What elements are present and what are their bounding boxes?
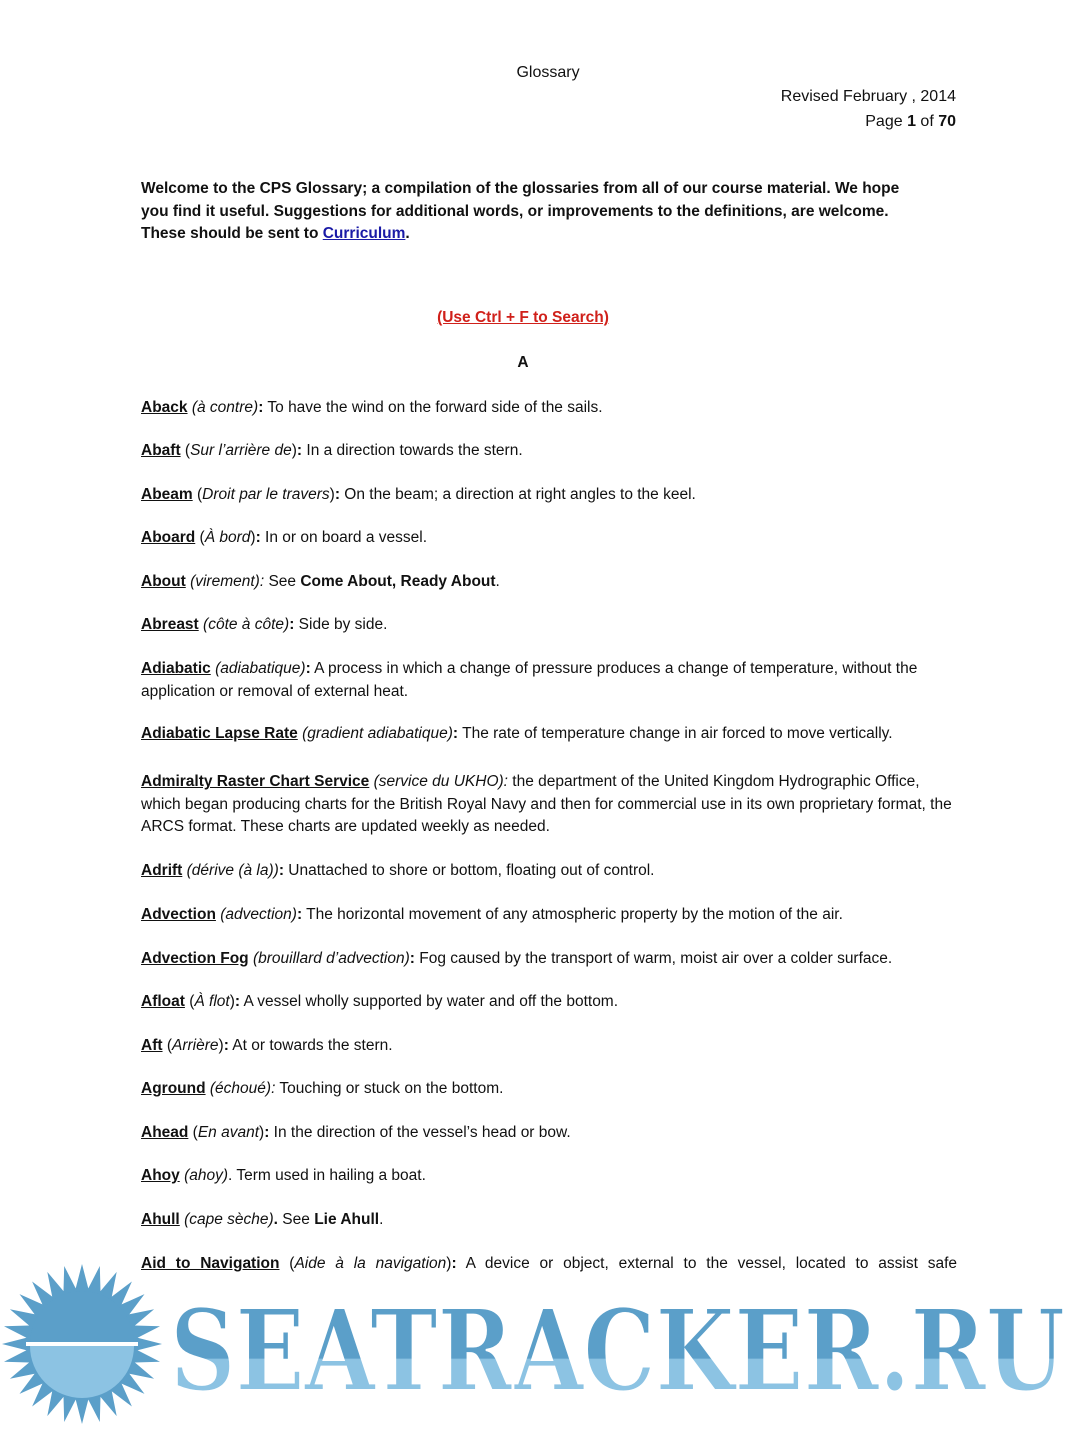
entry-term: Advection Fog — [141, 950, 249, 967]
entry-definition: . Term used in hailing a boat. — [228, 1167, 426, 1184]
glossary-entry — [141, 1209, 957, 1232]
entry-separator: : — [452, 725, 459, 742]
entry-paren: ) — [329, 486, 335, 503]
entry-paren: ) — [229, 993, 235, 1010]
entry-french: (brouillard d’advection) — [252, 950, 410, 967]
entry-french: (advection) — [220, 906, 297, 923]
entry-definition: Fog caused by the transport of warm, moist air over a colder surface. — [414, 950, 893, 967]
entry-french: Aide à la navigation — [294, 1255, 447, 1272]
entry-term: About — [141, 573, 186, 590]
entry-term: Aground — [141, 1080, 206, 1097]
entry-paren: ) — [250, 529, 256, 546]
entry-term: Afloat — [141, 993, 185, 1010]
page-prefix: Page — [865, 113, 908, 130]
search-hint: (Use Ctrl + F to Search) — [437, 309, 609, 326]
entry-separator: : — [264, 1124, 270, 1141]
entry-term: Aft — [141, 1037, 163, 1054]
entry-separator: : — [255, 529, 261, 546]
entry-term: Ahead — [141, 1124, 189, 1141]
entry-crossref: Come About, Ready About — [300, 573, 496, 590]
entry-separator: : — [296, 906, 303, 923]
entry-term: Aid to Navigation — [141, 1255, 280, 1272]
entry-definition: A vessel wholly supported by water and off the bottom. — [240, 993, 619, 1010]
entry-paren: ( — [180, 442, 191, 459]
glossary-entry — [141, 771, 957, 839]
glossary-entry — [141, 1078, 957, 1101]
entry-separator: : — [289, 616, 295, 633]
entry-term: Ahoy — [141, 1167, 180, 1184]
entry-separator: : — [296, 442, 303, 459]
entry-term: Aboard — [141, 529, 196, 546]
entry-definition: See — [277, 1211, 315, 1228]
entry-french: À bord — [204, 529, 251, 546]
entry-term: Aback — [141, 399, 188, 416]
entry-french: Arrière — [172, 1037, 219, 1054]
entry-definition: Side by side. — [294, 616, 388, 633]
entry-french: (dérive (à la)) — [186, 862, 279, 879]
entry-paren: ( — [188, 1124, 198, 1141]
entry-definition: In the direction of the vessel’s head or bow. — [269, 1124, 571, 1141]
entry-definition: The horizontal movement of any atmospheric property by the motion of the air. — [302, 906, 843, 923]
glossary-entry — [141, 527, 957, 550]
glossary-entry — [141, 1035, 957, 1058]
entry-paren: ) — [259, 1124, 265, 1141]
entry-french: Droit par le travers — [202, 486, 330, 503]
entry-french: (gradient adiabatique) — [302, 725, 453, 742]
glossary-entry — [141, 860, 957, 883]
entry-definition: To have the wind on the forward side of the sails. — [263, 399, 603, 416]
entry-paren: ( — [192, 486, 203, 503]
glossary-entry — [141, 948, 957, 971]
entry-french: (service du UKHO): — [373, 773, 508, 790]
entry-separator: : — [451, 1255, 457, 1272]
entry-definition: In or on board a vessel. — [260, 529, 428, 546]
entry-definition: In a direction towards the stern. — [302, 442, 523, 459]
page-of: of — [915, 113, 939, 130]
entry-separator: : — [334, 486, 340, 503]
entry-term: Ahull — [141, 1211, 180, 1228]
glossary-entry — [141, 571, 957, 594]
glossary-entry — [141, 397, 957, 420]
glossary-entry — [141, 484, 957, 507]
page-title: Glossary — [516, 64, 580, 81]
entry-definition: Touching or stuck on the bottom. — [275, 1080, 504, 1097]
glossary-entry — [141, 658, 957, 703]
entry-french: (virement): — [190, 573, 265, 590]
entry-separator: . — [273, 1211, 278, 1228]
entry-definition: At or towards the stern. — [228, 1037, 393, 1054]
glossary-entry — [141, 991, 957, 1014]
intro-text: Welcome to the CPS Glossary; a compilation of the glossaries from all of our course material. We hope you find it useful. Suggestions for additional words, or improvements to the definitions, are welcome. These should be sent to — [141, 180, 900, 242]
entry-crossref: Lie Ahull — [314, 1211, 380, 1228]
seatracker-watermark — [0, 1262, 1080, 1425]
entry-french: (à contre) — [191, 399, 259, 416]
intro-paragraph — [141, 178, 901, 246]
entry-term: Admiralty Raster Chart Service — [141, 773, 370, 790]
entry-term: Adiabatic Lapse Rate — [141, 725, 298, 742]
revised-date: Revised February , 2014 — [780, 88, 956, 105]
section-letter: A — [517, 354, 529, 371]
entry-definition: A device or object, external to the vessel, located to assist safe — [456, 1255, 957, 1272]
entry-french: (côte à côte) — [203, 616, 290, 633]
entry-french: (ahoy) — [184, 1167, 228, 1184]
glossary-entry — [141, 1122, 957, 1145]
entry-french: Sur l’arrière de — [190, 442, 292, 459]
entry-term: Abeam — [141, 486, 193, 503]
curriculum-link[interactable]: Curriculum — [322, 225, 406, 242]
entry-term: Advection — [141, 906, 216, 923]
entry-separator: : — [234, 993, 241, 1010]
glossary-entry — [141, 440, 957, 463]
entry-french: (échoué): — [209, 1080, 276, 1097]
entry-separator: : — [258, 399, 264, 416]
entry-term: Adiabatic — [141, 660, 211, 677]
intro-text-end: . — [405, 225, 410, 242]
entry-definition: Unattached to shore or bottom, floating out of control. — [283, 862, 655, 879]
entry-paren: ( — [279, 1255, 295, 1272]
entry-french: (adiabatique) — [215, 660, 306, 677]
entry-term: Abaft — [141, 442, 181, 459]
entry-definition: the department of the United Kingdom Hydrographic Office, which began producing charts for the British Royal Navy and then for commercial use in its own proprietary format, the ARCS format. These charts are updated weekly as needed. — [141, 773, 952, 835]
entry-definition: The rate of temperature change in air forced to move vertically. — [458, 725, 893, 742]
entry-separator: : — [223, 1037, 229, 1054]
entry-tail: . — [379, 1211, 384, 1228]
entry-separator: : — [278, 862, 284, 879]
entry-definition: A process in which a change of pressure produces a change of temperature, without the application or removal of external heat. — [141, 660, 918, 700]
watermark-text: SEATRACKER.RU — [170, 1286, 1065, 1417]
entry-french: À flot — [194, 993, 230, 1010]
entry-french: (cape sèche) — [184, 1211, 274, 1228]
entry-separator: : — [305, 660, 311, 677]
entry-paren: ( — [184, 993, 195, 1010]
entry-term: Abreast — [141, 616, 199, 633]
page-number — [865, 113, 956, 131]
entry-definition: See — [264, 573, 301, 590]
sun-logo-icon — [2, 1264, 162, 1424]
entry-definition: On the beam; a direction at right angles to the keel. — [339, 486, 696, 503]
entry-tail: . — [495, 573, 500, 590]
entry-paren: ( — [195, 529, 205, 546]
entry-french: En avant — [197, 1124, 260, 1141]
glossary-entry — [141, 904, 957, 927]
glossary-entry — [141, 1165, 957, 1188]
glossary-entry — [141, 614, 957, 637]
entry-separator: : — [409, 950, 415, 967]
glossary-entry — [141, 723, 957, 746]
entry-term: Adrift — [141, 862, 183, 879]
page-current: 1 — [907, 113, 916, 130]
entry-paren: ( — [162, 1037, 172, 1054]
entry-paren: ) — [218, 1037, 224, 1054]
entry-paren: ) — [291, 442, 297, 459]
page-total: 70 — [938, 113, 956, 130]
entry-paren: ) — [446, 1255, 452, 1272]
